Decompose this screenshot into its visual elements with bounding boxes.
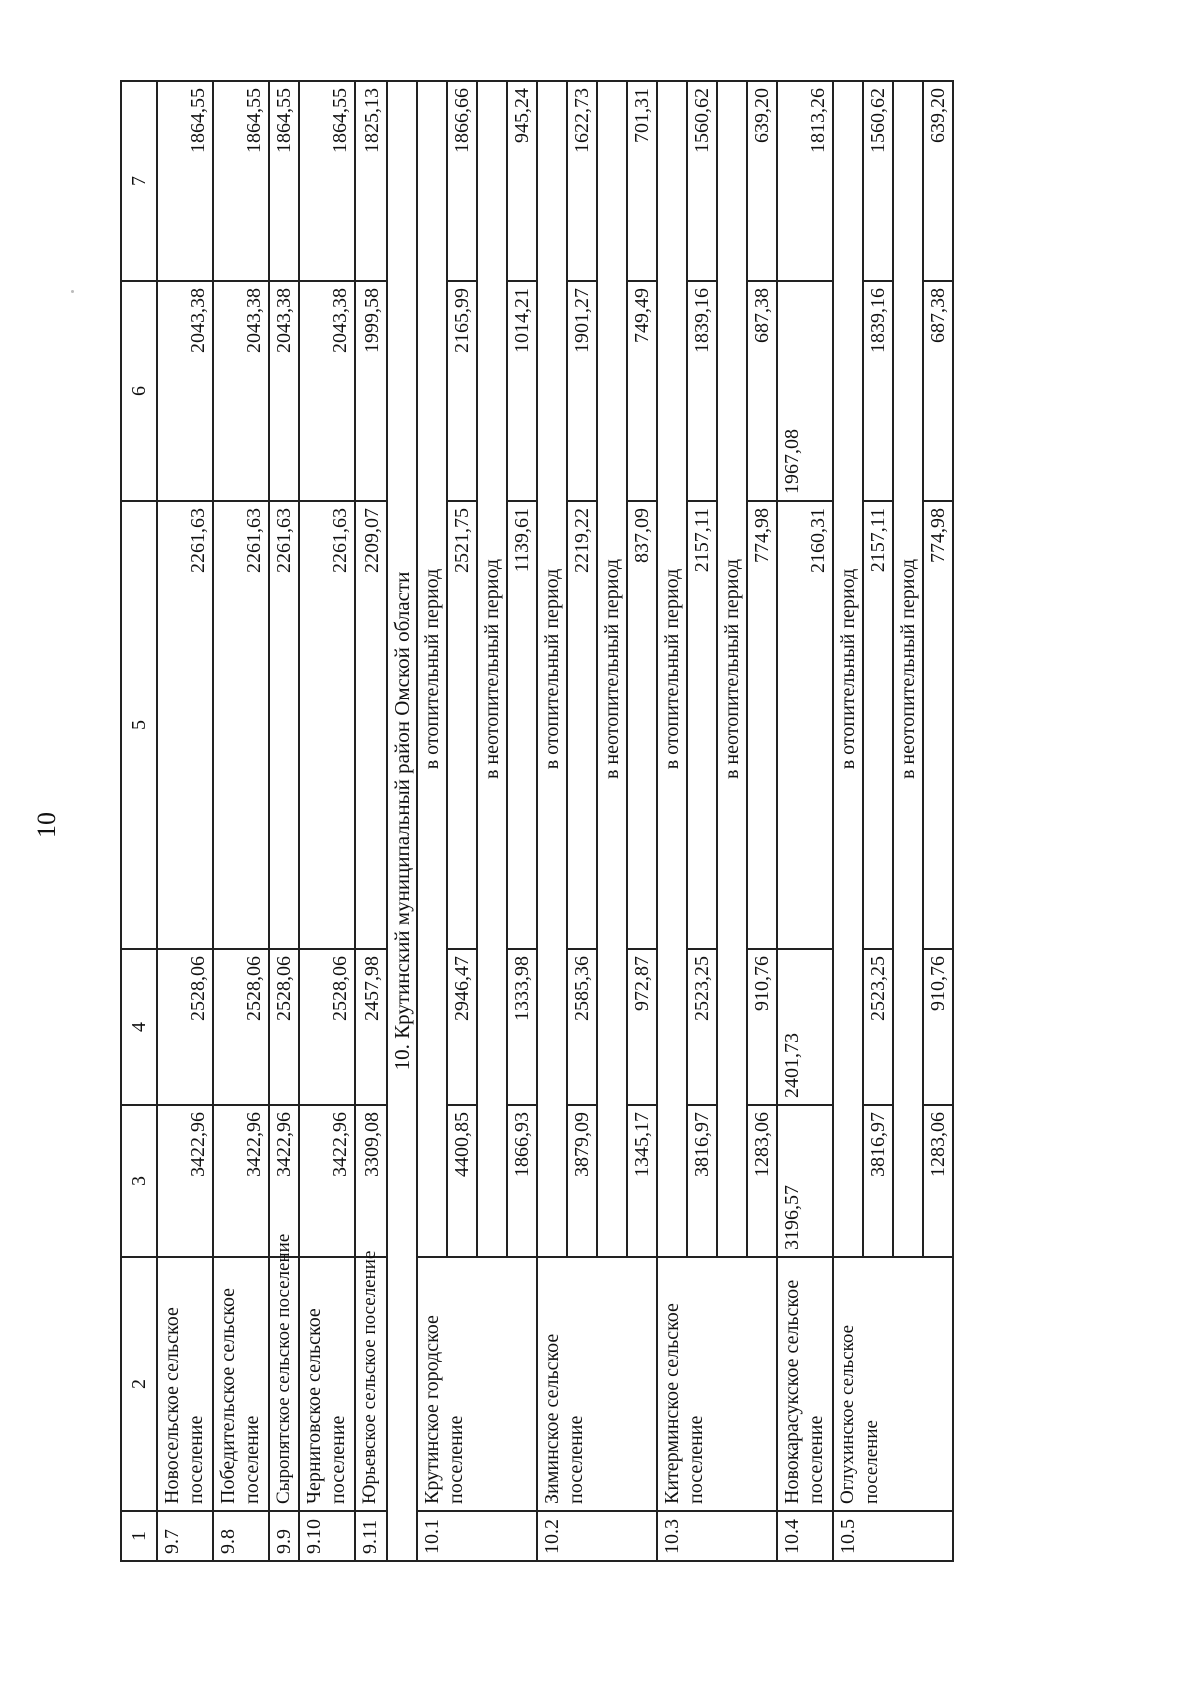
cell-col-5: 1139,61 bbox=[507, 501, 537, 949]
cell-col-6: 1901,27 bbox=[567, 281, 597, 501]
cell-col-7: 1813,26 bbox=[777, 81, 833, 281]
settlement-name: Юрьевское сельское поселение bbox=[355, 1257, 387, 1511]
cell-col-3: 3422,96 bbox=[213, 1105, 269, 1257]
cell-col-3: 3422,96 bbox=[299, 1105, 355, 1257]
period-nonheating-label: в неотопительный период bbox=[597, 81, 627, 1257]
cell-col-7: 1864,55 bbox=[213, 81, 269, 281]
settlement-name: Крутинское городское поселение bbox=[417, 1257, 537, 1511]
cell-col-6: 1014,21 bbox=[507, 281, 537, 501]
cell-col-3: 3196,57 bbox=[777, 1105, 833, 1257]
cell-col-6: 1839,16 bbox=[863, 281, 893, 501]
period-row bbox=[417, 81, 447, 1561]
period-heating-label: в отопительный период bbox=[657, 81, 687, 1257]
period-row bbox=[657, 81, 687, 1561]
header-col-5: 5 bbox=[121, 501, 157, 949]
settlement-name: Зиминское сельское поселение bbox=[537, 1257, 657, 1511]
table-row bbox=[777, 81, 833, 1561]
period-nonheating-label: в неотопительный период bbox=[477, 81, 507, 1257]
cell-col-6: 2043,38 bbox=[269, 281, 299, 501]
cell-col-5: 2219,22 bbox=[567, 501, 597, 949]
table-row bbox=[299, 81, 355, 1561]
settlement-name: Черниговское сельское поселение bbox=[299, 1257, 355, 1511]
section-title: 10. Крутинский муниципальный район Омской области bbox=[387, 81, 417, 1561]
settlement-name: Сыропятское сельское поселение bbox=[269, 1257, 299, 1511]
header-col-6: 6 bbox=[121, 281, 157, 501]
table-row bbox=[157, 81, 213, 1561]
cell-col-3: 1283,06 bbox=[923, 1105, 953, 1257]
cell-col-7: 639,20 bbox=[923, 81, 953, 281]
header-col-2: 2 bbox=[121, 1257, 157, 1511]
cell-col-7: 1560,62 bbox=[863, 81, 893, 281]
page-number: 10 bbox=[32, 812, 61, 838]
row-number: 9.11 bbox=[355, 1511, 387, 1561]
cell-col-4: 910,76 bbox=[747, 949, 777, 1105]
header-row bbox=[121, 81, 157, 1561]
cell-col-3: 3422,96 bbox=[157, 1105, 213, 1257]
cell-col-7: 1864,55 bbox=[299, 81, 355, 281]
cell-col-7: 1560,62 bbox=[687, 81, 717, 281]
settlement-name: Новокарасукское сельское поселение bbox=[777, 1257, 833, 1511]
cell-col-5: 2157,11 bbox=[687, 501, 717, 949]
settlement-name: Оглухинское сельское поселение bbox=[833, 1257, 953, 1511]
rotated-table-wrapper bbox=[120, 82, 1070, 1562]
cell-col-7: 945,24 bbox=[507, 81, 537, 281]
row-number: 10.3 bbox=[657, 1511, 777, 1561]
cell-col-4: 2523,25 bbox=[687, 949, 717, 1105]
cell-col-5: 2157,11 bbox=[863, 501, 893, 949]
table-row bbox=[355, 81, 387, 1561]
cell-col-4: 2585,36 bbox=[567, 949, 597, 1105]
cell-col-3: 1866,93 bbox=[507, 1105, 537, 1257]
period-heating-label: в отопительный период bbox=[833, 81, 863, 1257]
header-col-3: 3 bbox=[121, 1105, 157, 1257]
cell-col-4: 2528,06 bbox=[299, 949, 355, 1105]
cell-col-4: 2946,47 bbox=[447, 949, 477, 1105]
tariff-table bbox=[120, 80, 954, 1562]
cell-col-6: 687,38 bbox=[747, 281, 777, 501]
row-number: 10.4 bbox=[777, 1511, 833, 1561]
cell-col-6: 1967,08 bbox=[777, 281, 833, 501]
row-number: 9.8 bbox=[213, 1511, 269, 1561]
cell-col-6: 1839,16 bbox=[687, 281, 717, 501]
cell-col-3: 3309,08 bbox=[355, 1105, 387, 1257]
cell-col-6: 749,49 bbox=[627, 281, 657, 501]
period-row bbox=[537, 81, 567, 1561]
row-number: 10.5 bbox=[833, 1511, 953, 1561]
cell-col-6: 2043,38 bbox=[213, 281, 269, 501]
cell-col-3: 4400,85 bbox=[447, 1105, 477, 1257]
cell-col-5: 2261,63 bbox=[299, 501, 355, 949]
cell-col-5: 774,98 bbox=[747, 501, 777, 949]
cell-col-4: 972,87 bbox=[627, 949, 657, 1105]
settlement-name: Китерминское сельское поселение bbox=[657, 1257, 777, 1511]
row-number: 9.10 bbox=[299, 1511, 355, 1561]
header-col-4: 4 bbox=[121, 949, 157, 1105]
row-number: 10.2 bbox=[537, 1511, 657, 1561]
cell-col-3: 1283,06 bbox=[747, 1105, 777, 1257]
cell-col-7: 639,20 bbox=[747, 81, 777, 281]
cell-col-5: 2160,31 bbox=[777, 501, 833, 949]
settlement-name: Новосельское сельское поселение bbox=[157, 1257, 213, 1511]
cell-col-5: 837,09 bbox=[627, 501, 657, 949]
cell-col-6: 1999,58 bbox=[355, 281, 387, 501]
cell-col-7: 701,31 bbox=[627, 81, 657, 281]
cell-col-7: 1864,55 bbox=[157, 81, 213, 281]
cell-col-5: 774,98 bbox=[923, 501, 953, 949]
cell-col-4: 910,76 bbox=[923, 949, 953, 1105]
cell-col-5: 2521,75 bbox=[447, 501, 477, 949]
cell-col-6: 2043,38 bbox=[299, 281, 355, 501]
cell-col-3: 3879,09 bbox=[567, 1105, 597, 1257]
table-row bbox=[269, 81, 299, 1561]
row-number: 9.9 bbox=[269, 1511, 299, 1561]
cell-col-4: 2528,06 bbox=[157, 949, 213, 1105]
header-col-1: 1 bbox=[121, 1511, 157, 1561]
period-heating-label: в отопительный период bbox=[417, 81, 447, 1257]
cell-col-4: 2528,06 bbox=[269, 949, 299, 1105]
cell-col-7: 1622,73 bbox=[567, 81, 597, 281]
cell-col-4: 2457,98 bbox=[355, 949, 387, 1105]
scan-speck bbox=[71, 290, 74, 293]
cell-col-6: 2043,38 bbox=[157, 281, 213, 501]
cell-col-6: 2165,99 bbox=[447, 281, 477, 501]
header-col-7: 7 bbox=[121, 81, 157, 281]
row-number: 9.7 bbox=[157, 1511, 213, 1561]
period-nonheating-label: в неотопительный период bbox=[893, 81, 923, 1257]
cell-col-7: 1866,66 bbox=[447, 81, 477, 281]
row-number: 10.1 bbox=[417, 1511, 537, 1561]
period-heating-label: в отопительный период bbox=[537, 81, 567, 1257]
period-row bbox=[833, 81, 863, 1561]
table-row bbox=[213, 81, 269, 1561]
cell-col-5: 2261,63 bbox=[213, 501, 269, 949]
cell-col-5: 2261,63 bbox=[269, 501, 299, 949]
period-nonheating-label: в неотопительный период bbox=[717, 81, 747, 1257]
cell-col-5: 2261,63 bbox=[157, 501, 213, 949]
cell-col-4: 1333,98 bbox=[507, 949, 537, 1105]
cell-col-3: 3816,97 bbox=[687, 1105, 717, 1257]
cell-col-5: 2209,07 bbox=[355, 501, 387, 949]
cell-col-3: 1345,17 bbox=[627, 1105, 657, 1257]
settlement-name: Победительское сельское поселение bbox=[213, 1257, 269, 1511]
cell-col-4: 2523,25 bbox=[863, 949, 893, 1105]
cell-col-4: 2528,06 bbox=[213, 949, 269, 1105]
cell-col-4: 2401,73 bbox=[777, 949, 833, 1105]
section-row bbox=[387, 81, 417, 1561]
cell-col-6: 687,38 bbox=[923, 281, 953, 501]
cell-col-7: 1825,13 bbox=[355, 81, 387, 281]
cell-col-7: 1864,55 bbox=[269, 81, 299, 281]
cell-col-3: 3422,96 bbox=[269, 1105, 299, 1257]
cell-col-3: 3816,97 bbox=[863, 1105, 893, 1257]
